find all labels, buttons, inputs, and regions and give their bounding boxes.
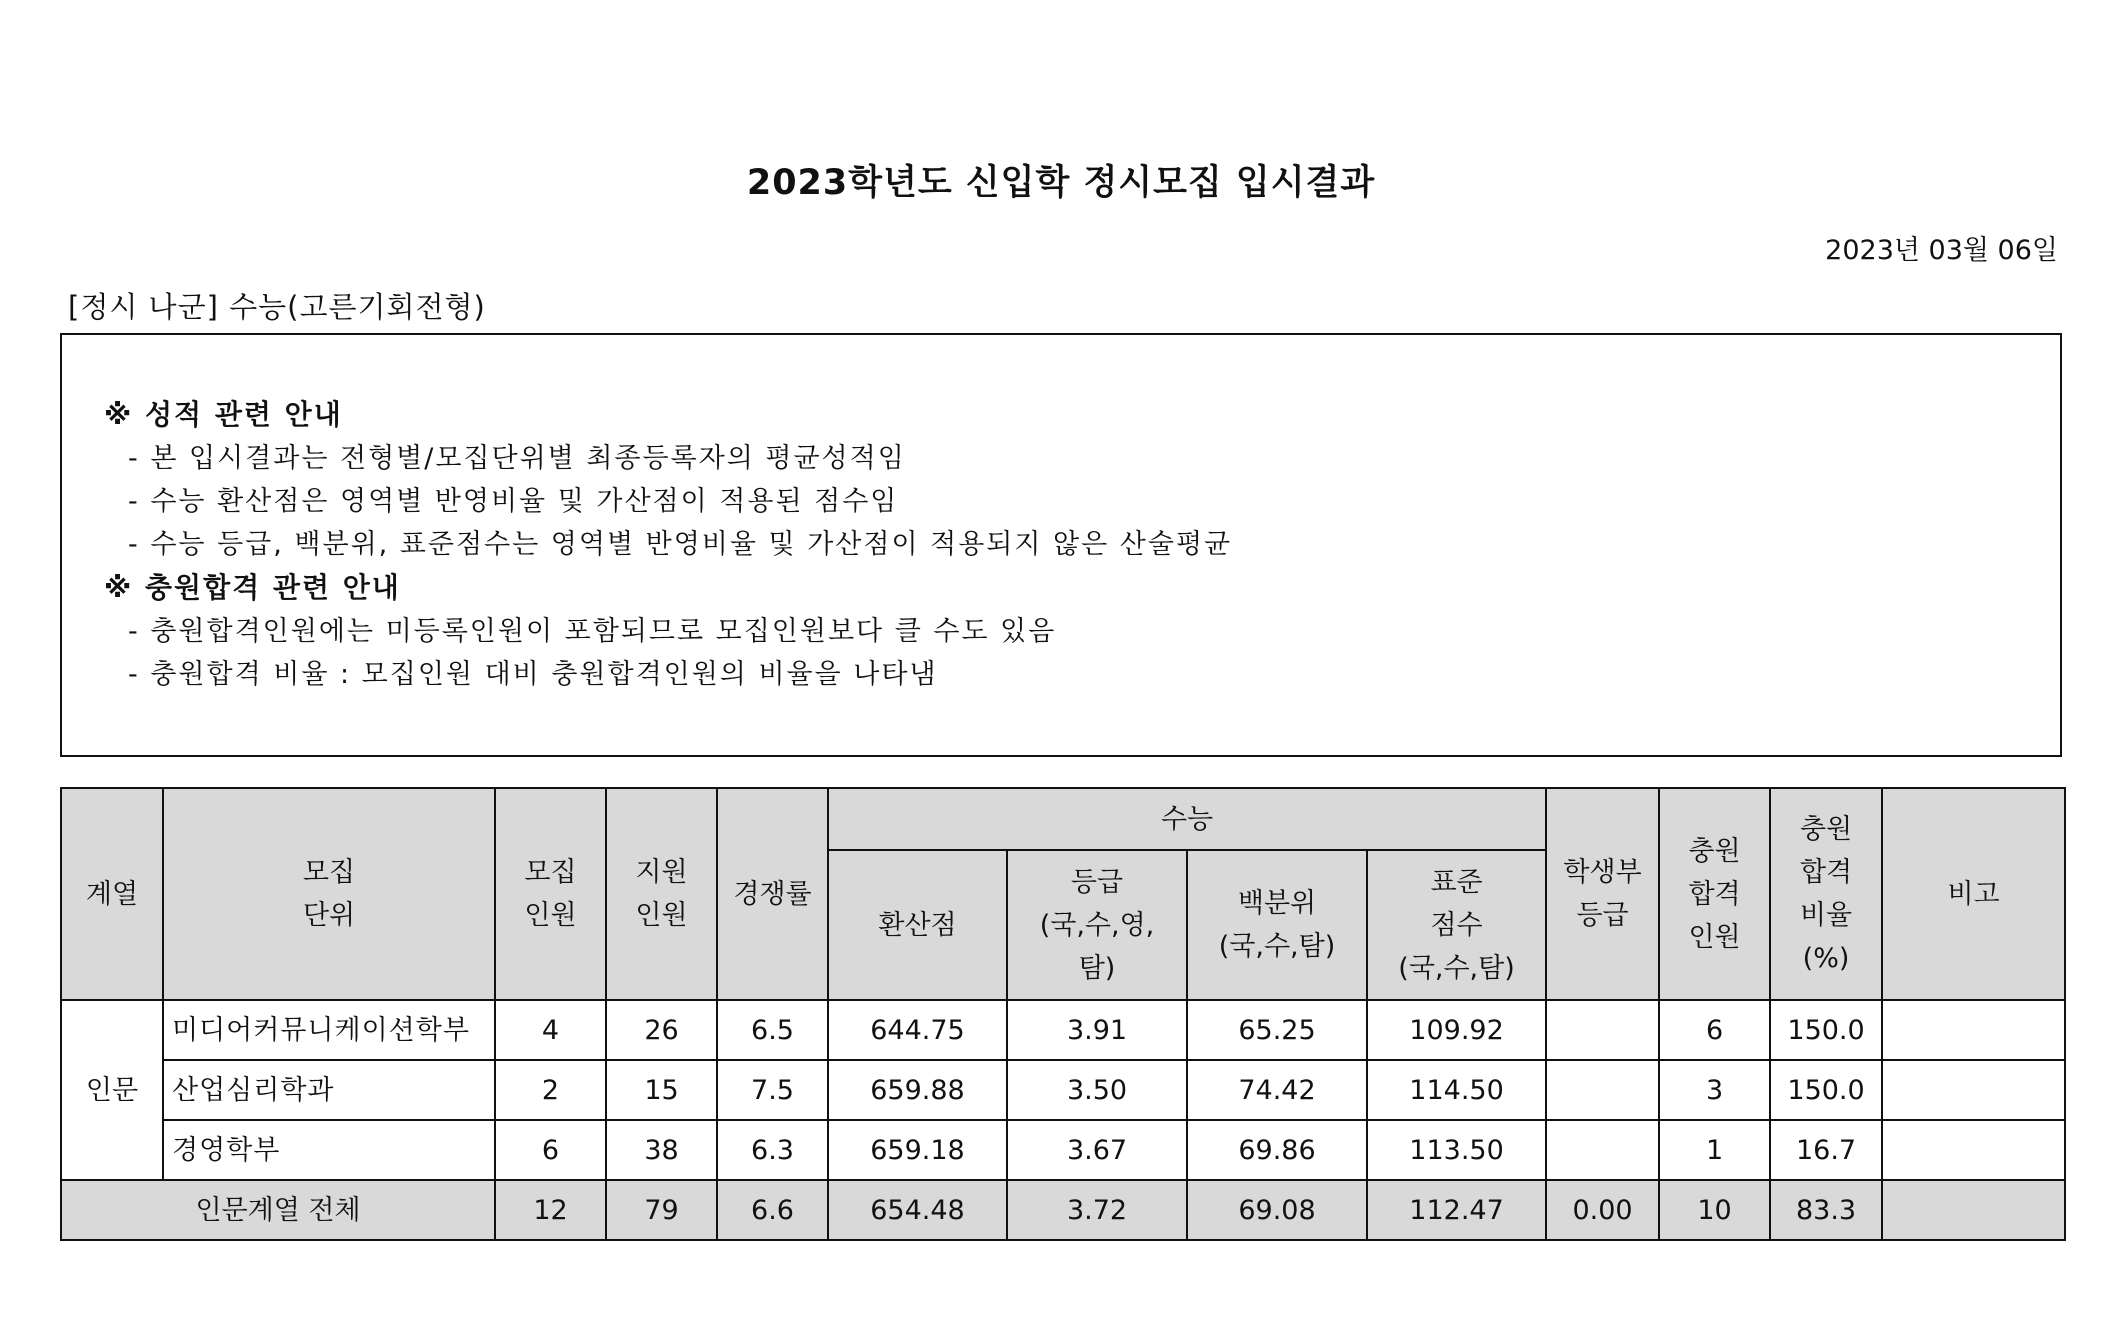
standard-cell: 113.50 bbox=[1367, 1120, 1546, 1180]
applicants-cell: 38 bbox=[606, 1120, 717, 1180]
note-cell bbox=[1882, 1000, 2065, 1060]
report-date: 2023년 03월 06일 bbox=[1825, 235, 2058, 266]
percentile-cell: 74.42 bbox=[1187, 1060, 1367, 1120]
header-standard: 표준 점수 (국,수,탐) bbox=[1367, 850, 1546, 1000]
standard-cell: 109.92 bbox=[1367, 1000, 1546, 1060]
notice-heading-additional: ※ 충원합격 관련 안내 bbox=[104, 571, 401, 604]
header-converted: 환산점 bbox=[828, 850, 1007, 1000]
header-school-record: 학생부 등급 bbox=[1546, 788, 1659, 1000]
notice-item: - 수능 등급, 백분위, 표준점수는 영역별 반영비율 및 가산점이 적용되지 않은 산술평균 bbox=[128, 529, 1233, 560]
percentile-cell: 69.86 bbox=[1187, 1120, 1367, 1180]
unit-cell: 경영학부 bbox=[163, 1120, 495, 1180]
school-record-cell bbox=[1546, 1000, 1659, 1060]
field-cell: 인문 bbox=[61, 1000, 163, 1180]
grade-cell: 3.91 bbox=[1007, 1000, 1187, 1060]
ratio-cell: 6.5 bbox=[717, 1000, 828, 1060]
results-table bbox=[60, 787, 2066, 1241]
ratio-cell: 7.5 bbox=[717, 1060, 828, 1120]
additional-cell: 1 bbox=[1659, 1120, 1770, 1180]
header-additional-rate: 충원 합격 비율 (%) bbox=[1770, 788, 1882, 1000]
note-cell bbox=[1882, 1120, 2065, 1180]
table-row bbox=[61, 1120, 2065, 1180]
header-unit: 모집 단위 bbox=[163, 788, 495, 1000]
quota-cell: 4 bbox=[495, 1000, 606, 1060]
grade-cell: 3.67 bbox=[1007, 1120, 1187, 1180]
note-cell bbox=[1882, 1060, 2065, 1120]
school-record-cell: 0.00 bbox=[1546, 1180, 1659, 1240]
percentile-cell: 69.08 bbox=[1187, 1180, 1367, 1240]
ratio-cell: 6.6 bbox=[717, 1180, 828, 1240]
total-row bbox=[61, 1180, 2065, 1240]
additional-rate-cell: 150.0 bbox=[1770, 1000, 1882, 1060]
applicants-cell: 15 bbox=[606, 1060, 717, 1120]
school-record-cell bbox=[1546, 1060, 1659, 1120]
grade-cell: 3.50 bbox=[1007, 1060, 1187, 1120]
standard-cell: 114.50 bbox=[1367, 1060, 1546, 1120]
header-percentile: 백분위 (국,수,탐) bbox=[1187, 850, 1367, 1000]
header-grade: 등급 (국,수,영, 탐) bbox=[1007, 850, 1187, 1000]
quota-cell: 2 bbox=[495, 1060, 606, 1120]
converted-cell: 644.75 bbox=[828, 1000, 1007, 1060]
school-record-cell bbox=[1546, 1120, 1659, 1180]
header-applicants: 지원 인원 bbox=[606, 788, 717, 1000]
header-ratio: 경쟁률 bbox=[717, 788, 828, 1000]
converted-cell: 659.18 bbox=[828, 1120, 1007, 1180]
page-title: 2023학년도 신입학 정시모집 입시결과 bbox=[746, 163, 1376, 203]
notice-item: - 충원합격 비율 : 모집인원 대비 충원합격인원의 비율을 나타냄 bbox=[128, 659, 938, 690]
additional-rate-cell: 150.0 bbox=[1770, 1060, 1882, 1120]
additional-cell: 3 bbox=[1659, 1060, 1770, 1120]
applicants-cell: 26 bbox=[606, 1000, 717, 1060]
grade-cell: 3.72 bbox=[1007, 1180, 1187, 1240]
notice-box bbox=[60, 333, 2062, 757]
converted-cell: 659.88 bbox=[828, 1060, 1007, 1120]
total-label: 인문계열 전체 bbox=[61, 1180, 495, 1240]
section-heading: [정시 나군] 수능(고른기회전형) bbox=[68, 290, 486, 324]
applicants-cell: 79 bbox=[606, 1180, 717, 1240]
table-row bbox=[61, 1060, 2065, 1120]
additional-rate-cell: 16.7 bbox=[1770, 1120, 1882, 1180]
quota-cell: 6 bbox=[495, 1120, 606, 1180]
ratio-cell: 6.3 bbox=[717, 1120, 828, 1180]
unit-cell: 미디어커뮤니케이션학부 bbox=[163, 1000, 495, 1060]
note-cell bbox=[1882, 1180, 2065, 1240]
percentile-cell: 65.25 bbox=[1187, 1000, 1367, 1060]
notice-item: - 본 입시결과는 전형별/모집단위별 최종등록자의 평균성적임 bbox=[128, 443, 906, 474]
quota-cell: 12 bbox=[495, 1180, 606, 1240]
header-additional: 충원 합격 인원 bbox=[1659, 788, 1770, 1000]
additional-cell: 10 bbox=[1659, 1180, 1770, 1240]
notice-item: - 수능 환산점은 영역별 반영비율 및 가산점이 적용된 점수임 bbox=[128, 486, 899, 517]
header-field: 계열 bbox=[61, 788, 163, 1000]
notice-heading-grades: ※ 성적 관련 안내 bbox=[104, 398, 343, 431]
additional-cell: 6 bbox=[1659, 1000, 1770, 1060]
header-suneung: 수능 bbox=[828, 788, 1546, 850]
header-note: 비고 bbox=[1882, 788, 2065, 1000]
unit-cell: 산업심리학과 bbox=[163, 1060, 495, 1120]
header-quota: 모집 인원 bbox=[495, 788, 606, 1000]
notice-item: - 충원합격인원에는 미등록인원이 포함되므로 모집인원보다 클 수도 있음 bbox=[128, 616, 1057, 647]
standard-cell: 112.47 bbox=[1367, 1180, 1546, 1240]
converted-cell: 654.48 bbox=[828, 1180, 1007, 1240]
table-row bbox=[61, 1000, 2065, 1060]
additional-rate-cell: 83.3 bbox=[1770, 1180, 1882, 1240]
